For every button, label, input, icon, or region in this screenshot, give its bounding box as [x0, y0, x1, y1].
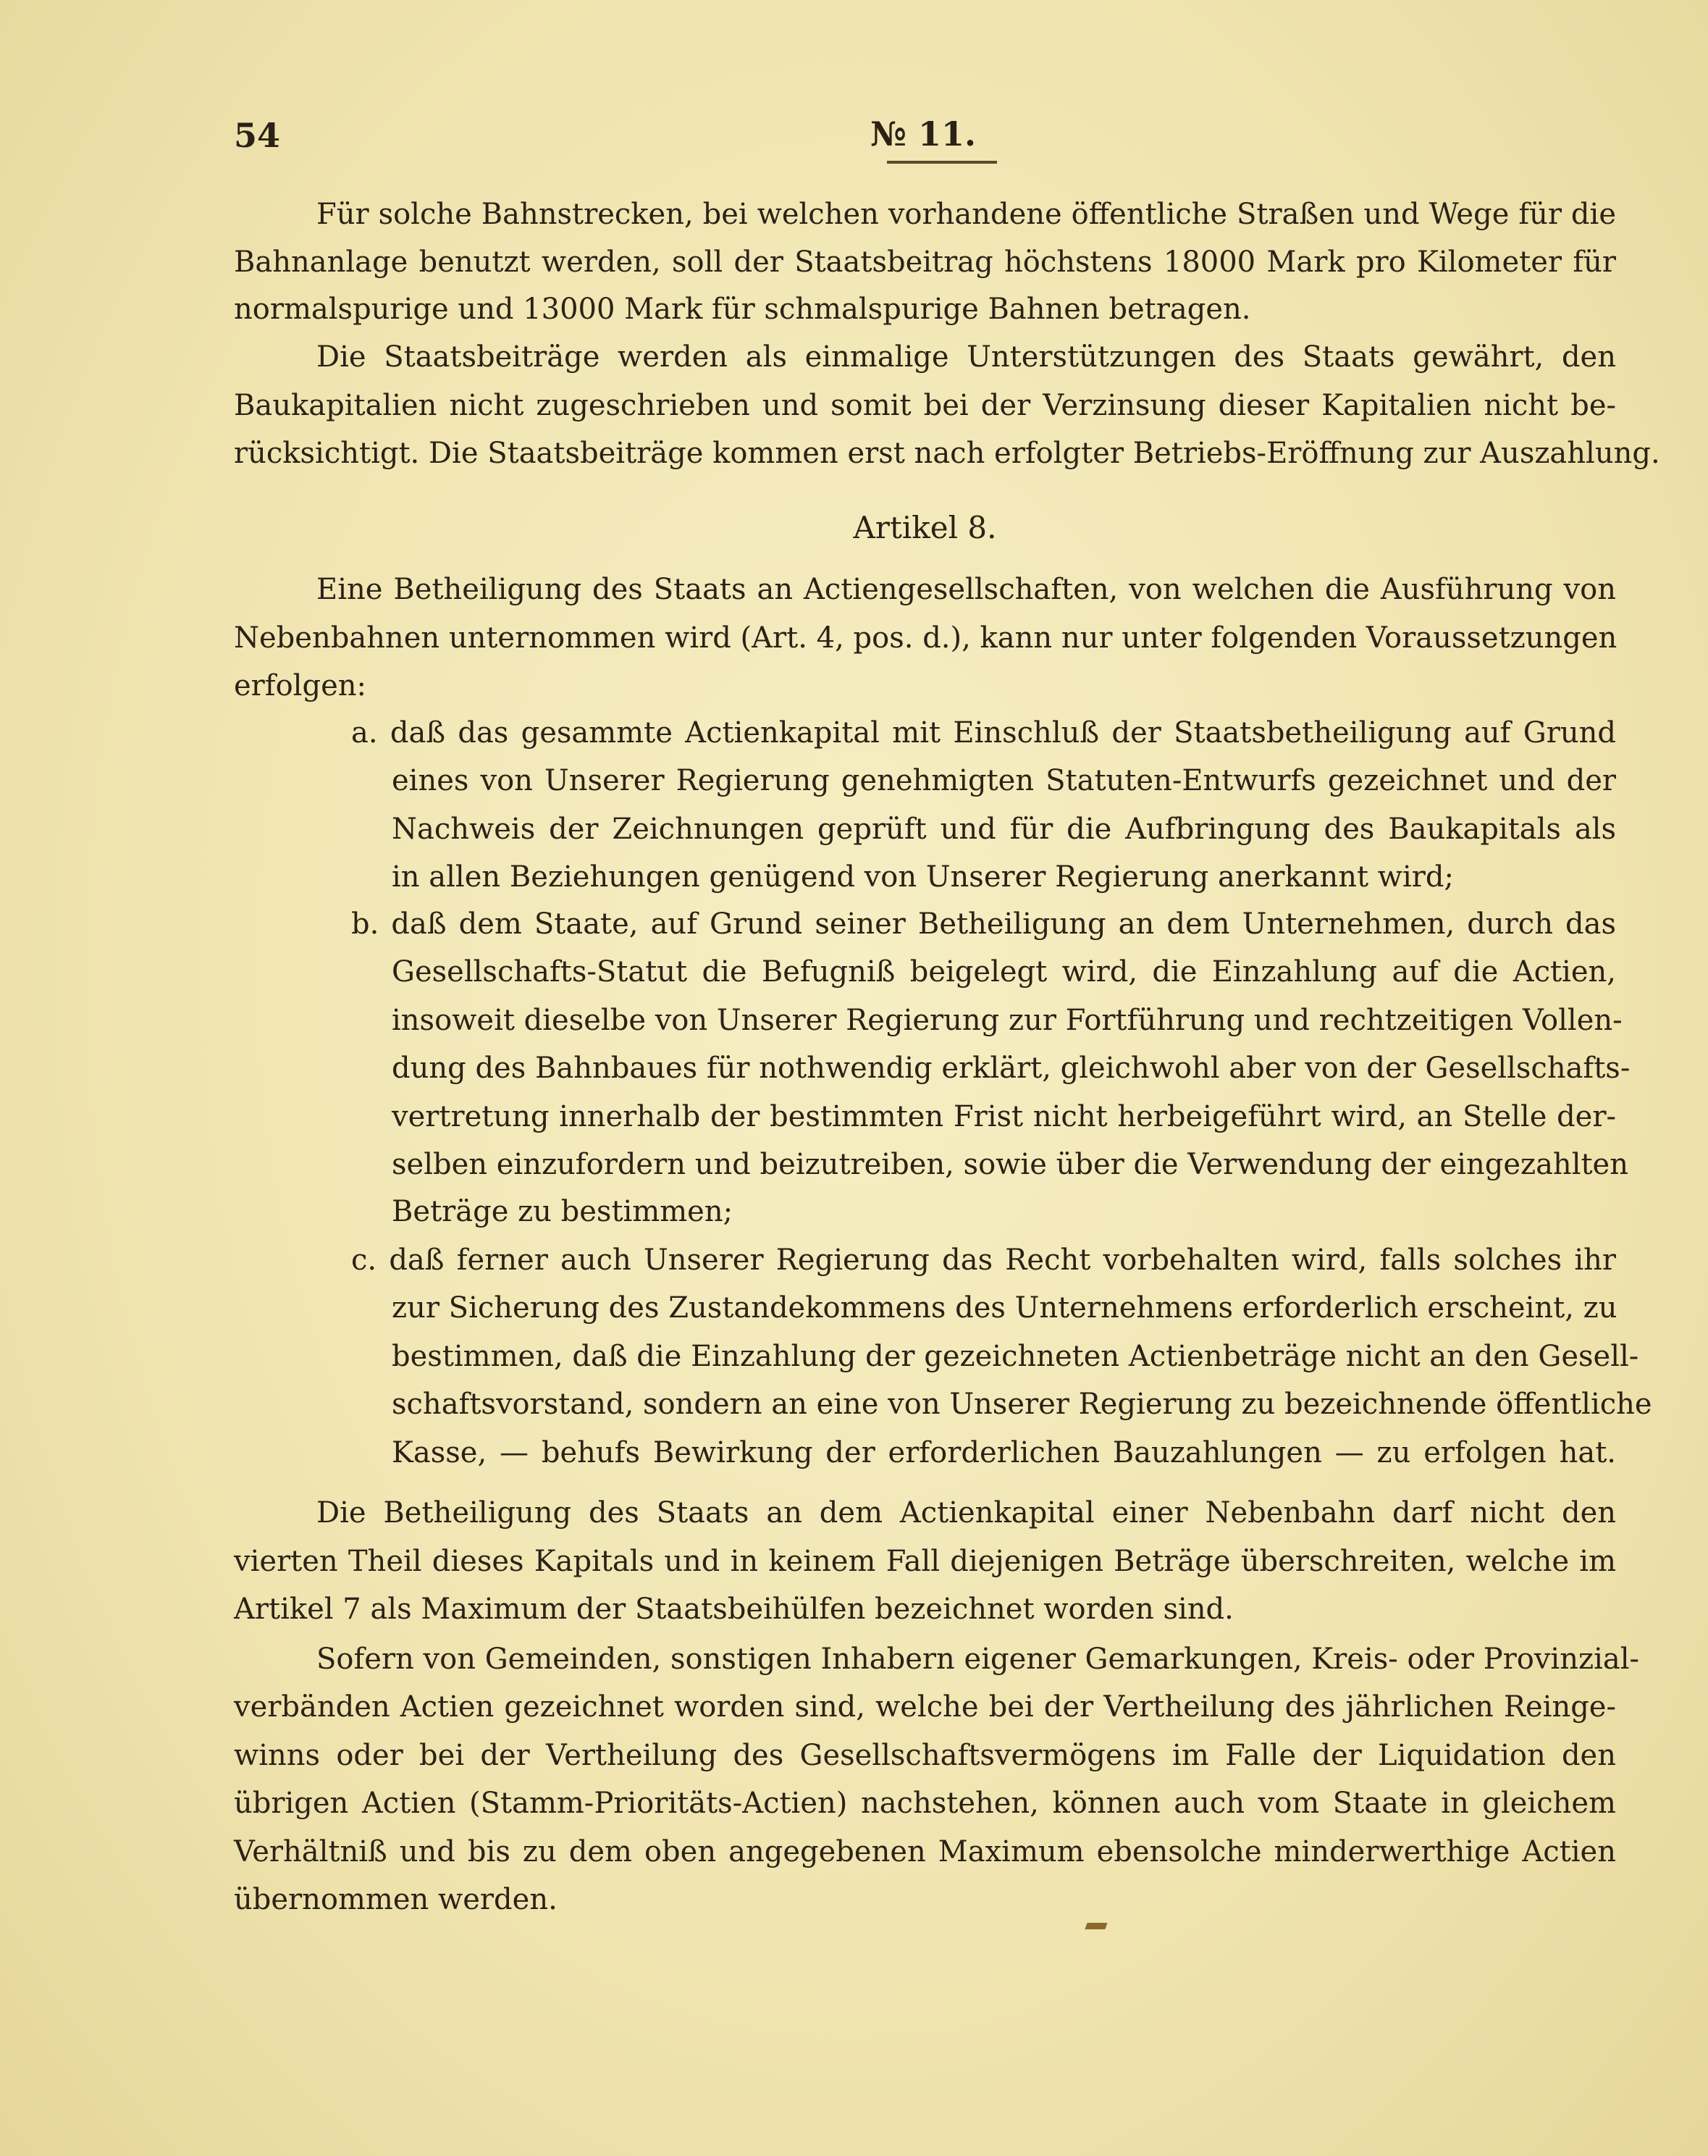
- text-line: verbänden Actien gezeichnet worden sind, welche bei der Vertheilung des jährlichen Reinge-: [234, 1690, 1616, 1724]
- text-line: bestimmen, daß die Einzahlung der gezeichneten Actienbeträge nicht an den Gesell-: [392, 1340, 1639, 1373]
- text-line: Gesellschafts-Statut die Befugniß beigelegt wird, die Einzahlung auf die Actien,: [392, 955, 1616, 989]
- article-heading: Artikel 8.: [853, 510, 997, 545]
- text-line: insoweit dieselbe von Unserer Regierung zur Fortführung und rechtzeitigen Vollen-: [392, 1004, 1623, 1037]
- text-line: übernommen werden.: [234, 1883, 558, 1916]
- text-line: übrigen Actien (Stamm-Prioritäts-Actien) nachstehen, können auch vom Staate in gleichem: [234, 1787, 1616, 1820]
- text-line: Verhältniß und bis zu dem oben angegebenen Maximum ebensolche minderwerthige Actien: [234, 1835, 1616, 1868]
- text-line: dung des Bahnbaues für nothwendig erklärt, gleichwohl aber von der Gesellschafts-: [392, 1052, 1631, 1085]
- list-item-c: c. daß ferner auch Unserer Regierung das Recht vorbehalten wird, falls solches ihr: [351, 1243, 1616, 1277]
- text-line: vierten Theil dieses Kapitals und in keinem Fall diejenigen Beträge überschreiten, welche im: [234, 1545, 1616, 1578]
- text-line: selben einzufordern und beizutreiben, sowie über die Verwendung der eingezahlten: [392, 1148, 1628, 1181]
- text-line: normalspurige und 13000 Mark für schmalspurige Bahnen betragen.: [234, 293, 1251, 326]
- page-number: 54: [234, 116, 281, 155]
- text-line: Nachweis der Zeichnungen geprüft und für die Aufbringung des Baukapitals als: [392, 813, 1616, 846]
- text-line: winns oder bei der Vertheilung des Gesellschaftsvermögens im Falle der Liquidation den: [234, 1739, 1616, 1772]
- text-line: Bahnanlage benutzt werden, soll der Staatsbeitrag höchstens 18000 Mark pro Kilometer für: [234, 246, 1616, 279]
- text-line: Die Staatsbeiträge werden als einmalige Unterstützungen des Staats gewährt, den: [316, 340, 1616, 374]
- header-rule: [887, 161, 997, 164]
- text-line: Eine Betheiligung des Staats an Actiengesellschaften, von welchen die Ausführung von: [316, 573, 1616, 606]
- text-line: Für solche Bahnstrecken, bei welchen vorhandene öffentliche Straßen und Wege für die: [316, 198, 1616, 231]
- text-line: Die Betheiligung des Staats an dem Actienkapital einer Nebenbahn darf nicht den: [316, 1496, 1616, 1530]
- text-line: schaftsvorstand, sondern an eine von Unserer Regierung zu bezeichnende öffentliche: [392, 1388, 1652, 1421]
- text-line: Artikel 7 als Maximum der Staatsbeihülfen bezeichnet worden sind.: [234, 1593, 1234, 1626]
- text-line: Kasse, — behufs Bewirkung der erforderlichen Bauzahlungen — zu erfolgen hat.: [392, 1436, 1616, 1469]
- issue-number: № 11.: [870, 114, 977, 154]
- text-line: in allen Beziehungen genügend von Unserer Regierung anerkannt wird;: [392, 860, 1454, 894]
- text-line: Nebenbahnen unternommen wird (Art. 4, pos. d.), kann nur unter folgenden Voraussetzungen: [234, 621, 1617, 655]
- text-line: vertretung innerhalb der bestimmten Frist nicht herbeigeführt wird, an Stelle der-: [392, 1100, 1616, 1133]
- text-line: rücksichtigt. Die Staatsbeiträge kommen erst nach erfolgter Betriebs-Eröffnung zur Auszahlung.: [234, 437, 1660, 470]
- text-line: Beträge zu bestimmen;: [392, 1195, 733, 1228]
- text-line: erfolgen:: [234, 669, 366, 702]
- catchword-mark: [1085, 1923, 1107, 1929]
- text-line: Sofern von Gemeinden, sonstigen Inhabern eigener Gemarkungen, Kreis- oder Provinzial-: [316, 1643, 1640, 1676]
- text-line: eines von Unserer Regierung genehmigten Statuten-Entwurfs gezeichnet und der: [392, 764, 1616, 797]
- text-line: Baukapitalien nicht zugeschrieben und somit bei der Verzinsung dieser Kapitalien nicht be-: [234, 389, 1616, 422]
- text-line: zur Sicherung des Zustandekommens des Unternehmens erforderlich erscheint, zu: [392, 1291, 1617, 1325]
- list-item-a: a. daß das gesammte Actienkapital mit Einschluß der Staatsbetheiligung auf Grund: [351, 716, 1616, 750]
- list-item-b: b. daß dem Staate, auf Grund seiner Betheiligung an dem Unternehmen, durch das: [351, 907, 1616, 941]
